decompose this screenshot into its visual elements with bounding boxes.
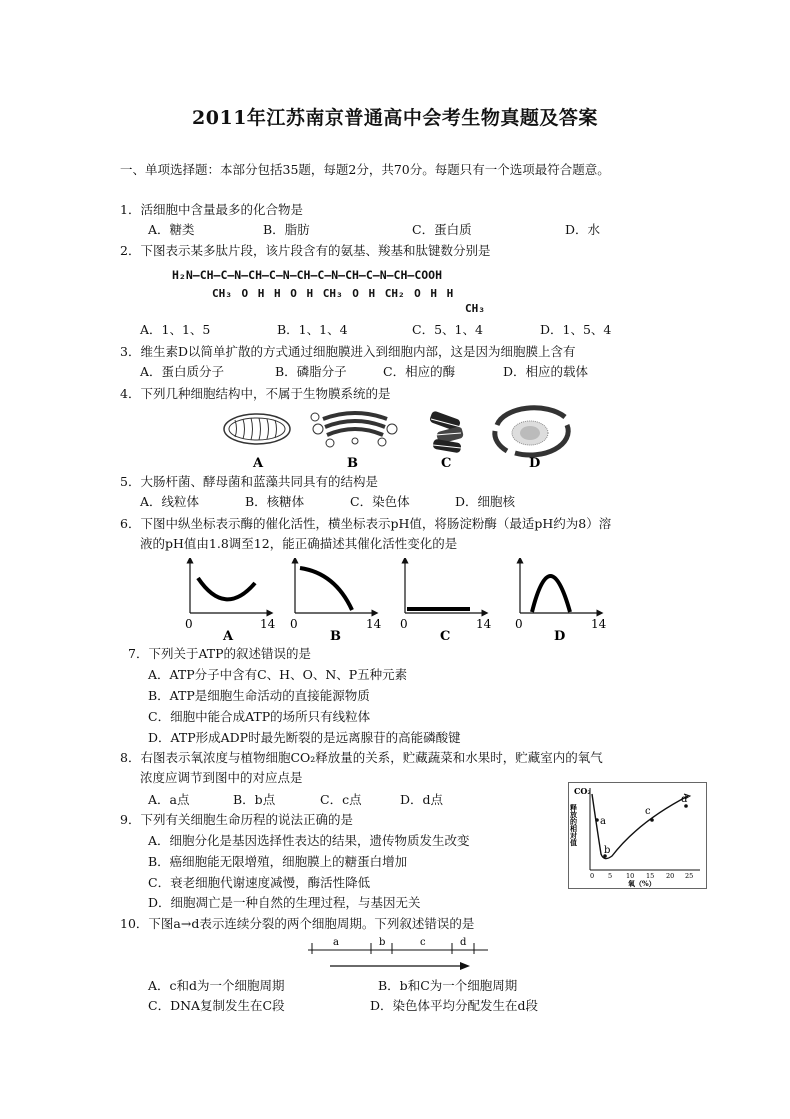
q9-option-d: D．细胞凋亡是一种自然的生理过程，与基因无关 [148, 895, 421, 910]
segment-d: d [460, 937, 467, 948]
q5-stem: 5．大肠杆菌、酵母菌和蓝藻共同具有的结构是 [120, 474, 378, 489]
chart-co2-label: CO₂ [574, 786, 591, 796]
chart-tick-20: 20 [666, 872, 675, 880]
section-heading: 一、单项选择题：本部分包括35题，每题2分，共70分。每题只有一个选项最符合题意。 [120, 162, 610, 177]
q7-stem: 7．下列关于ATP的叙述错误的是 [128, 646, 312, 661]
q5-option-d: D．细胞核 [455, 494, 516, 509]
q1-stem: 1．活细胞中含量最多的化合物是 [120, 202, 303, 217]
chart-x-label: 氧（%） [628, 879, 656, 888]
graph-a-max: 14 [260, 617, 276, 631]
chart-tick-0: 0 [590, 872, 595, 880]
q8-option-d: D．d点 [400, 792, 444, 807]
graph-a-min: 0 [185, 617, 193, 631]
q9-option-c: C．衰老细胞代谢速度减慢，酶活性降低 [148, 875, 371, 890]
graph-c-max: 14 [476, 617, 492, 631]
page-title: 2011年江苏南京普通高中会考生物真题及答案 [192, 107, 598, 129]
graph-b [295, 560, 375, 613]
chart-tick-25: 25 [685, 872, 694, 880]
graph-d-max: 14 [591, 617, 607, 631]
q7-option-a: A．ATP分子中含有C、H、O、N、P五种元素 [148, 667, 408, 682]
q8-stem-line2: 浓度应调节到图中的对应点是 [140, 770, 303, 785]
q8-option-b: B．b点 [233, 792, 276, 807]
graph-label-b: B [330, 629, 341, 643]
q9-option-b: B．癌细胞能无限增殖，细胞膜上的糖蛋白增加 [148, 854, 408, 869]
q1-option-d: D．水 [565, 222, 601, 237]
q3-option-b: B．磷脂分子 [275, 364, 347, 379]
q1-option-c: C．蛋白质 [412, 222, 472, 237]
segment-b: b [379, 937, 386, 948]
chart-point-d: d [681, 794, 688, 805]
q2-option-a: A．1、1、5 [140, 322, 211, 337]
q10-option-c: C．DNA复制发生在C段 [148, 998, 285, 1013]
organelle-label-b: B [347, 456, 358, 471]
q2-option-c: C．5、1、4 [412, 322, 483, 337]
organelle-figure [215, 405, 575, 475]
graph-d-min: 0 [515, 617, 523, 631]
enzyme-ph-graphs [180, 558, 610, 643]
graph-label-a: A [223, 629, 234, 643]
q8-option-a: A．a点 [148, 792, 190, 807]
q2-stem: 2．下图表示某多肽片段，该片段含有的氨基、羧基和肽键数分别是 [120, 243, 491, 258]
q6-stem-line2: 液的pH值由1.8调至12，能正确描述其催化活性变化的是 [140, 536, 458, 551]
q1-option-b: B．脂肪 [263, 222, 310, 237]
golgi-image [311, 413, 397, 447]
q9-option-a: A．细胞分化是基因选择性表达的结果，遗传物质发生改变 [148, 833, 470, 848]
chart-tick-10: 10 [626, 872, 635, 880]
q5-option-b: B．核糖体 [245, 494, 305, 509]
q10-option-a: A．c和d为一个细胞周期 [148, 978, 285, 993]
chart-point-a: a [600, 816, 606, 827]
q2-formula-top: H₂N—CH—C—N—CH—C—N—CH—C—N—CH—C—N—CH—COOH [172, 268, 443, 282]
q6-stem-line1: 6．下图中纵坐标表示酶的催化活性，横坐标表示pH值，将肠淀粉酶（最适pH约为8）溶 [120, 516, 612, 531]
oxygen-co2-chart [568, 782, 708, 890]
q2-option-d: D．1、5、4 [540, 322, 612, 337]
q8-stem-line1: 8．右图表示氧浓度与植物细胞CO₂释放量的关系，贮藏蔬菜和水果时，贮藏室内的氧气 [120, 750, 603, 765]
graph-c-min: 0 [400, 617, 408, 631]
q8-option-c: C．c点 [320, 792, 362, 807]
graph-c [405, 560, 485, 613]
centriole-image [429, 410, 464, 453]
q3-option-d: D．相应的载体 [503, 364, 589, 379]
nucleus-image [495, 408, 568, 455]
q5-option-c: C．染色体 [350, 494, 410, 509]
graph-b-min: 0 [290, 617, 298, 631]
q5-option-a: A．线粒体 [140, 494, 200, 509]
segment-a: a [333, 937, 339, 948]
chart-tick-5: 5 [608, 872, 613, 880]
chart-tick-15: 15 [646, 872, 655, 880]
q2-option-b: B．1、1、4 [277, 322, 348, 337]
q2-formula-ch3: CH₃ [465, 302, 485, 315]
chart-point-c: c [645, 806, 651, 817]
mitochondrion-image [224, 414, 290, 444]
cell-cycle-figure [300, 932, 500, 974]
chart-point-b: b [604, 845, 611, 856]
organelle-label-d: D [529, 456, 541, 471]
q10-stem: 10．下图a→d表示连续分裂的两个细胞周期。下列叙述错误的是 [120, 916, 475, 931]
q4-stem: 4．下列几种细胞结构中，不属于生物膜系统的是 [120, 386, 391, 401]
q9-stem: 9．下列有关细胞生命历程的说法正确的是 [120, 812, 353, 827]
q7-option-b: B．ATP是细胞生命活动的直接能源物质 [148, 688, 370, 703]
segment-c: c [420, 937, 426, 948]
organelle-label-c: C [441, 456, 452, 471]
q3-option-c: C．相应的酶 [383, 364, 456, 379]
q3-option-a: A．蛋白质分子 [140, 364, 225, 379]
organelle-label-a: A [253, 456, 264, 471]
q10-option-d: D．染色体平均分配发生在d段 [370, 998, 539, 1013]
q1-option-a: A．糖类 [148, 222, 195, 237]
q2-formula-bottom: CH₃ O H H O H CH₃ O H CH₂ O H H [212, 287, 454, 300]
graph-label-d: D [554, 629, 566, 643]
graph-label-c: C [440, 629, 451, 643]
q3-stem: 3．维生素D以简单扩散的方式通过细胞膜进入到细胞内部，这是因为细胞膜上含有 [120, 344, 576, 359]
q7-option-c: C．细胞中能合成ATP的场所只有线粒体 [148, 709, 371, 724]
graph-b-max: 14 [366, 617, 382, 631]
graph-a [190, 560, 270, 613]
chart-y-label: 释放的相对值 [569, 804, 579, 846]
graph-d [520, 560, 600, 613]
q10-option-b: B．b和C为一个细胞周期 [378, 978, 518, 993]
q7-option-d: D．ATP形成ADP时最先断裂的是远离腺苷的高能磷酸键 [148, 730, 461, 745]
